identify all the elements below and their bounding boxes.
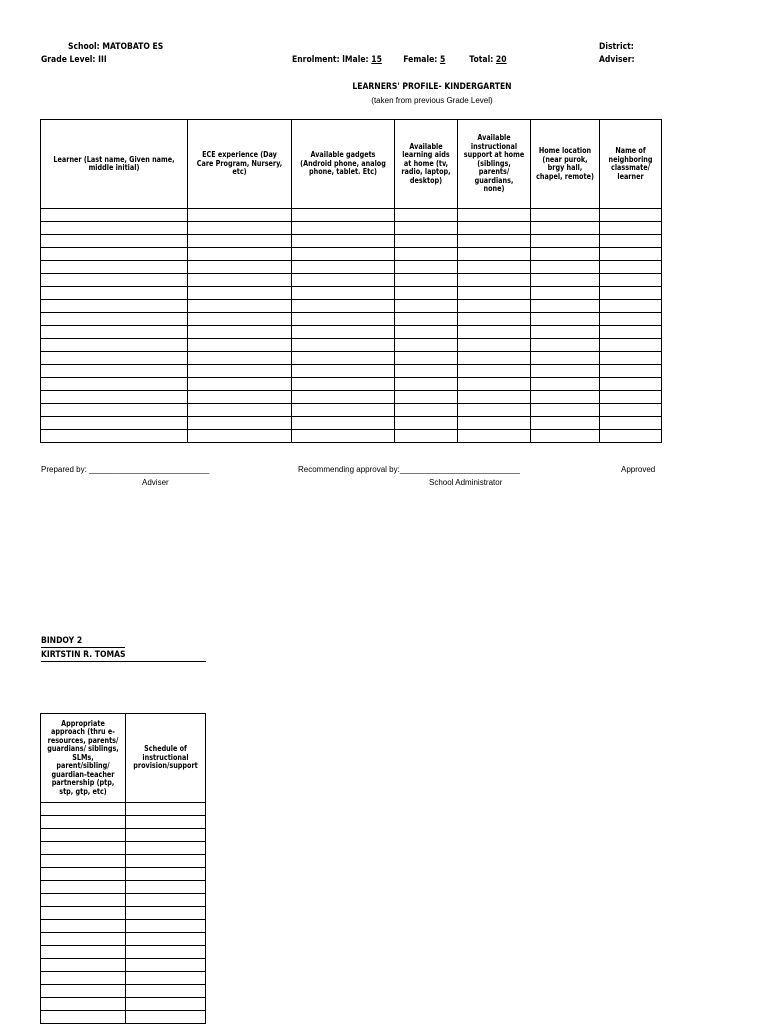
- table-cell: [188, 287, 292, 300]
- page-subtitle: (taken from previous Grade Level): [371, 96, 493, 105]
- table-cell: [126, 868, 206, 881]
- table-header-row: [41, 714, 206, 803]
- table-cell: [188, 248, 292, 261]
- table-row: [41, 959, 206, 972]
- table-cell: [531, 261, 600, 274]
- table-cell: [531, 352, 600, 365]
- table-cell: [41, 933, 126, 946]
- table-cell: [41, 1011, 126, 1024]
- table-cell: [41, 352, 188, 365]
- table-cell: [395, 248, 458, 261]
- table-cell: [126, 933, 206, 946]
- table-cell: [41, 313, 188, 326]
- table-cell: [41, 326, 188, 339]
- page-title: LEARNERS' PROFILE- KINDERGARTEN: [352, 82, 512, 92]
- grade-label: Grade Level:: [41, 55, 96, 65]
- table-cell: [600, 313, 662, 326]
- table-cell: [292, 209, 395, 222]
- column-header-gadgets: Available gadgets (Android phone, analog phone, tablet. Etc): [292, 120, 395, 209]
- table-cell: [126, 894, 206, 907]
- table-cell: [395, 365, 458, 378]
- table-cell: [600, 391, 662, 404]
- table-cell: [41, 894, 126, 907]
- table-row: [41, 946, 206, 959]
- table-row: [41, 313, 662, 326]
- school-label: School:: [68, 42, 100, 52]
- table-cell: [531, 274, 600, 287]
- table-cell: [188, 339, 292, 352]
- learners-profile-table: [40, 119, 662, 443]
- table-cell: [292, 339, 395, 352]
- table-cell: [126, 803, 206, 816]
- table-cell: [41, 391, 188, 404]
- table-cell: [292, 352, 395, 365]
- table-cell: [600, 222, 662, 235]
- table-cell: [395, 261, 458, 274]
- table-cell: [188, 235, 292, 248]
- table-cell: [395, 222, 458, 235]
- table-cell: [292, 313, 395, 326]
- table-cell: [531, 404, 600, 417]
- table-row: [41, 365, 662, 378]
- column-header-ece-experience: ECE experience (Day Care Program, Nursery, etc): [188, 120, 292, 209]
- school-field: [68, 42, 163, 52]
- table-cell: [188, 404, 292, 417]
- table-cell: [41, 868, 126, 881]
- table-cell: [395, 378, 458, 391]
- table-row: [41, 868, 206, 881]
- enrolment-field: [292, 55, 507, 65]
- total-label: Total:: [469, 55, 494, 65]
- table-row: [41, 339, 662, 352]
- table-row: [41, 235, 662, 248]
- table-cell: [188, 313, 292, 326]
- table-cell: [188, 300, 292, 313]
- school-value: MATOBATO ES: [102, 42, 164, 52]
- table-cell: [531, 313, 600, 326]
- table-row: [41, 920, 206, 933]
- table-row: [41, 1011, 206, 1024]
- table-cell: [600, 209, 662, 222]
- table-cell: [458, 365, 531, 378]
- table-row: [41, 404, 662, 417]
- table-cell: [458, 417, 531, 430]
- table-row: [41, 894, 206, 907]
- adviser-label: Adviser:: [599, 55, 635, 65]
- table-cell: [458, 209, 531, 222]
- table-cell: [458, 235, 531, 248]
- table-cell: [531, 287, 600, 300]
- table-cell: [458, 274, 531, 287]
- table-cell: [395, 300, 458, 313]
- table-row: [41, 907, 206, 920]
- table-cell: [41, 959, 126, 972]
- table-cell: [126, 972, 206, 985]
- column-header-instructional-support: Available instructional support at home (siblings, parents/ guardians, none): [458, 120, 531, 209]
- table-cell: [600, 274, 662, 287]
- table-cell: [188, 378, 292, 391]
- table-cell: [41, 222, 188, 235]
- table-cell: [292, 404, 395, 417]
- table-row: [41, 352, 662, 365]
- table-cell: [41, 998, 126, 1011]
- table-cell: [531, 365, 600, 378]
- table-cell: [126, 881, 206, 894]
- table-cell: [41, 430, 188, 443]
- enrolment-label: Enrolment: lMale:: [292, 55, 369, 65]
- table-cell: [41, 985, 126, 998]
- table-row: [41, 842, 206, 855]
- table-cell: [41, 287, 188, 300]
- adviser-value: KIRTSTIN R. TOMAS: [41, 650, 126, 660]
- table-cell: [41, 842, 126, 855]
- table-cell: [41, 209, 188, 222]
- table-cell: [41, 235, 188, 248]
- table-cell: [126, 998, 206, 1011]
- table-row: [41, 972, 206, 985]
- male-value: 15: [371, 55, 382, 65]
- table-cell: [292, 417, 395, 430]
- table-cell: [292, 326, 395, 339]
- table-row: [41, 855, 206, 868]
- table-cell: [41, 881, 126, 894]
- table-cell: [458, 287, 531, 300]
- table-cell: [126, 959, 206, 972]
- column-header-home-location: Home location (near purok, brgy hall, chapel, remote): [531, 120, 600, 209]
- table-cell: [41, 829, 126, 842]
- table-cell: [292, 222, 395, 235]
- table-cell: [600, 248, 662, 261]
- table-cell: [600, 430, 662, 443]
- table-cell: [458, 326, 531, 339]
- table-cell: [458, 352, 531, 365]
- table-cell: [41, 816, 126, 829]
- adviser-underline: [41, 661, 206, 662]
- table-cell: [292, 274, 395, 287]
- column-header-learner: Learner (Last name, Given name, middle initial): [41, 120, 188, 209]
- column-header-learning-aids: Available learning aids at home (tv, radio, laptop, desktop): [395, 120, 458, 209]
- table-cell: [41, 378, 188, 391]
- table-cell: [188, 352, 292, 365]
- table-cell: [395, 417, 458, 430]
- table-cell: [41, 417, 188, 430]
- table-cell: [600, 339, 662, 352]
- table-row: [41, 261, 662, 274]
- table-cell: [41, 300, 188, 313]
- table-cell: [600, 404, 662, 417]
- recommending-approval: Recommending approval by:___________________________: [298, 465, 520, 474]
- table-cell: [292, 378, 395, 391]
- table-cell: [188, 209, 292, 222]
- table-row: [41, 985, 206, 998]
- table-cell: [292, 300, 395, 313]
- table-cell: [458, 378, 531, 391]
- table-row: [41, 391, 662, 404]
- table-cell: [188, 365, 292, 378]
- total-value: 20: [495, 55, 507, 65]
- table-cell: [188, 261, 292, 274]
- table-cell: [126, 842, 206, 855]
- table-cell: [292, 248, 395, 261]
- table-row: [41, 209, 662, 222]
- table-row: [41, 933, 206, 946]
- column-header-neighboring-classmate: Name of neighboring classmate/ learner: [600, 120, 662, 209]
- table-cell: [458, 430, 531, 443]
- table-cell: [395, 313, 458, 326]
- table-row: [41, 417, 662, 430]
- table-cell: [531, 248, 600, 261]
- table-cell: [41, 404, 188, 417]
- table-cell: [600, 417, 662, 430]
- table-row: [41, 300, 662, 313]
- table-row: [41, 803, 206, 816]
- table-cell: [531, 391, 600, 404]
- female-value: 5: [440, 55, 446, 65]
- table-row: [41, 378, 662, 391]
- grade-value: III: [98, 55, 107, 65]
- table-cell: [458, 248, 531, 261]
- table-row: [41, 998, 206, 1011]
- school-administrator-label: School Administrator: [429, 478, 503, 487]
- table-cell: [395, 339, 458, 352]
- approach-schedule-table: [40, 713, 206, 1024]
- table-cell: [600, 300, 662, 313]
- table-row: [41, 326, 662, 339]
- table-cell: [531, 378, 600, 391]
- table-row: [41, 274, 662, 287]
- table-cell: [188, 391, 292, 404]
- table-cell: [41, 972, 126, 985]
- table-cell: [395, 235, 458, 248]
- table-cell: [458, 313, 531, 326]
- column-header-schedule: Schedule of instructional provision/support: [126, 714, 206, 803]
- district-underline: [41, 647, 125, 648]
- table-cell: [41, 946, 126, 959]
- table-cell: [600, 287, 662, 300]
- table-cell: [395, 404, 458, 417]
- table-cell: [126, 1011, 206, 1024]
- table-cell: [292, 430, 395, 443]
- prepared-by: Prepared by: ___________________________: [41, 465, 210, 474]
- table-cell: [292, 235, 395, 248]
- table-cell: [41, 339, 188, 352]
- table-cell: [188, 430, 292, 443]
- table-cell: [41, 248, 188, 261]
- table-cell: [600, 365, 662, 378]
- table-cell: [600, 378, 662, 391]
- table-cell: [395, 287, 458, 300]
- table-cell: [531, 326, 600, 339]
- table-cell: [126, 855, 206, 868]
- column-header-appropriate-approach: Appropriate approach (thru e-resources, parents/ guardians/ siblings, SLMs, parent/sibling/ guardian-teacher partnership (ptp, stp, gtp, etc): [41, 714, 126, 803]
- table-cell: [188, 417, 292, 430]
- table-cell: [292, 261, 395, 274]
- table-cell: [292, 391, 395, 404]
- table-cell: [395, 209, 458, 222]
- table-row: [41, 287, 662, 300]
- table-cell: [458, 261, 531, 274]
- table-row: [41, 430, 662, 443]
- table-cell: [600, 261, 662, 274]
- female-label: Female:: [403, 55, 438, 65]
- grade-field: [41, 55, 107, 65]
- table-cell: [458, 339, 531, 352]
- table-cell: [126, 985, 206, 998]
- table-cell: [126, 816, 206, 829]
- table-row: [41, 222, 662, 235]
- table-cell: [41, 261, 188, 274]
- table-cell: [458, 300, 531, 313]
- table-row: [41, 816, 206, 829]
- table-cell: [531, 430, 600, 443]
- district-label: District:: [599, 42, 634, 52]
- approved-label: Approved: [621, 465, 656, 474]
- table-row: [41, 248, 662, 261]
- table-cell: [41, 907, 126, 920]
- table-cell: [41, 365, 188, 378]
- adviser-signature-label: Adviser: [142, 478, 169, 487]
- table-row: [41, 829, 206, 842]
- table-cell: [126, 907, 206, 920]
- table-cell: [458, 391, 531, 404]
- table-cell: [41, 274, 188, 287]
- district-value: BINDOY 2: [41, 636, 83, 646]
- table-cell: [395, 430, 458, 443]
- table-cell: [531, 209, 600, 222]
- table-cell: [41, 920, 126, 933]
- table-cell: [188, 222, 292, 235]
- table-cell: [41, 803, 126, 816]
- table-cell: [600, 326, 662, 339]
- table-cell: [531, 235, 600, 248]
- table-cell: [188, 326, 292, 339]
- table-cell: [292, 365, 395, 378]
- table-cell: [395, 391, 458, 404]
- table-cell: [41, 855, 126, 868]
- table-cell: [531, 300, 600, 313]
- table-cell: [531, 417, 600, 430]
- table-cell: [531, 339, 600, 352]
- table-cell: [395, 274, 458, 287]
- table-cell: [395, 352, 458, 365]
- table-cell: [188, 274, 292, 287]
- table-cell: [126, 829, 206, 842]
- table-cell: [126, 920, 206, 933]
- table-cell: [600, 235, 662, 248]
- table-cell: [292, 287, 395, 300]
- table-cell: [600, 352, 662, 365]
- table-cell: [531, 222, 600, 235]
- table-cell: [458, 404, 531, 417]
- table-cell: [395, 326, 458, 339]
- table-row: [41, 881, 206, 894]
- table-cell: [458, 222, 531, 235]
- table-cell: [126, 946, 206, 959]
- table-header-row: [41, 120, 662, 209]
